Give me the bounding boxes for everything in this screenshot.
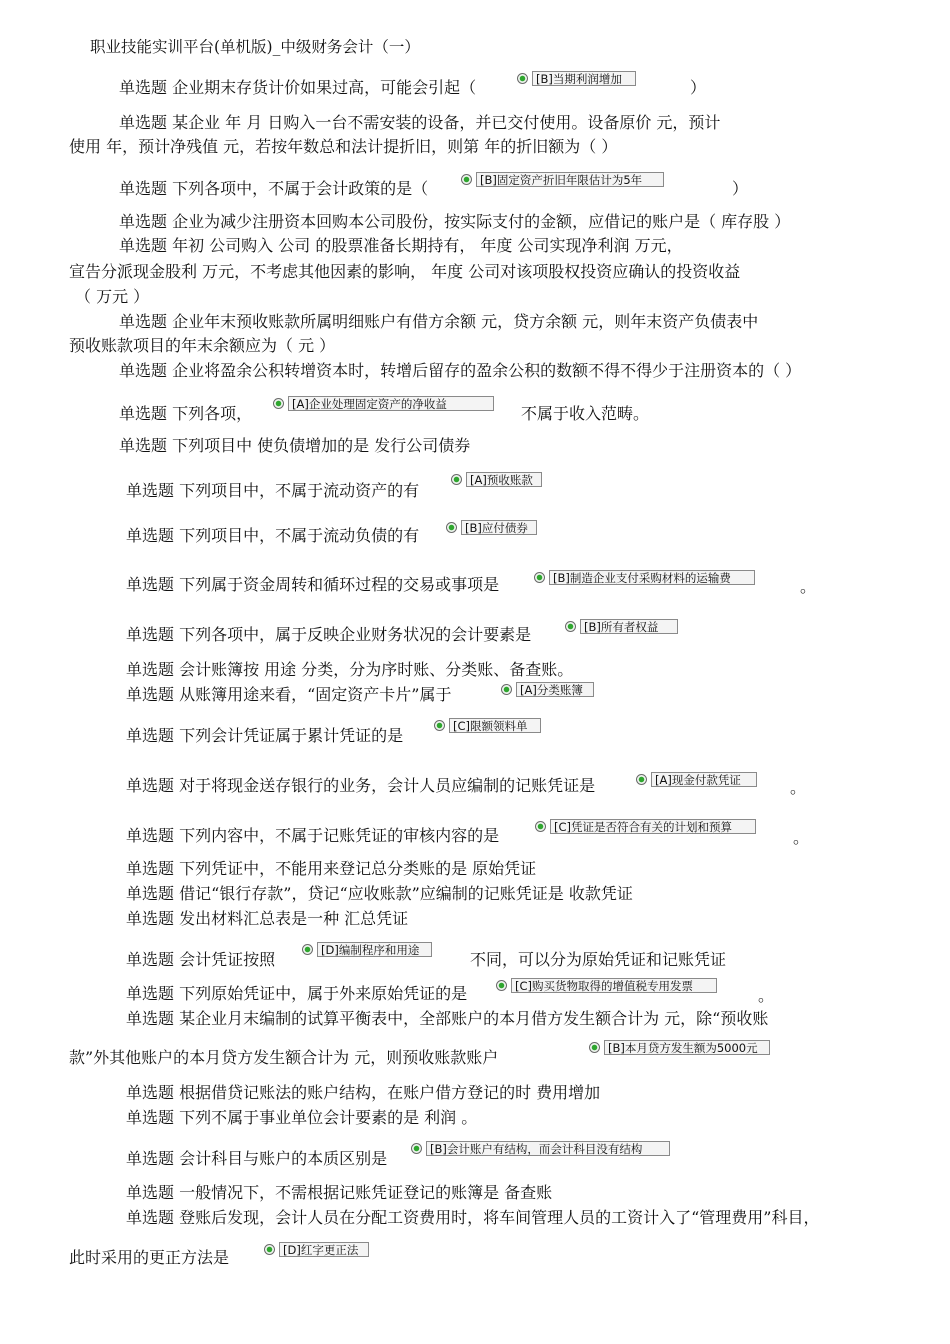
question-tail: 不同，可以分为原始凭证和记账凭证 bbox=[470, 950, 727, 969]
radio-selected-icon[interactable] bbox=[264, 1244, 275, 1255]
answer-label: [D]编制程序和用途 bbox=[317, 942, 432, 957]
question-text: 单选题 下列项目中，不属于流动资产的有 bbox=[126, 481, 420, 500]
answer-option[interactable] bbox=[517, 70, 636, 87]
answer-option[interactable] bbox=[565, 618, 678, 635]
question-text: 单选题 下列各项， bbox=[119, 404, 253, 423]
question-text: 单选题 某企业月末编制的试算平衡表中，全部账户的本月借方发生额合计为 元，除“预收账 bbox=[126, 1009, 769, 1028]
answer-option[interactable] bbox=[636, 771, 757, 788]
radio-selected-icon[interactable] bbox=[534, 572, 545, 583]
answer-label: [B]制造企业支付采购材料的运输费 bbox=[549, 570, 755, 585]
answer-option[interactable] bbox=[264, 1241, 369, 1258]
answer-label: [A]现金付款凭证 bbox=[651, 772, 757, 787]
question-text-cont: 宣告分派现金股利 万元，不考虑其他因素的影响， 年度 公司对该项股权投资应确认的投资收益 bbox=[69, 262, 741, 281]
question-text-cont: 款”外其他账户的本月贷方发生额合计为 元，则预收账款账户 bbox=[69, 1048, 499, 1067]
question-text: 单选题 会计账簿按 用途 分类，分为序时账、分类账、备查账。 bbox=[126, 660, 574, 679]
radio-selected-icon[interactable] bbox=[411, 1143, 422, 1154]
answer-option[interactable] bbox=[302, 941, 432, 958]
question-tail: 。 bbox=[793, 828, 810, 847]
answer-option[interactable] bbox=[535, 818, 756, 835]
question-text-cont: （ 万元 ） bbox=[75, 287, 150, 306]
radio-selected-icon[interactable] bbox=[501, 684, 512, 695]
answer-option[interactable] bbox=[411, 1140, 670, 1157]
question-tail: 。 bbox=[758, 986, 775, 1005]
radio-selected-icon[interactable] bbox=[434, 720, 445, 731]
question-text-cont: 预收账款项目的年末余额应为（ 元 ） bbox=[69, 336, 336, 355]
question-text: 单选题 企业年末预收账款所属明细账户有借方余额 元，贷方余额 元，则年末资产负债表中 bbox=[119, 312, 759, 331]
answer-option[interactable] bbox=[461, 171, 664, 188]
answer-label: [B]会计账户有结构，而会计科目没有结构 bbox=[426, 1141, 670, 1156]
question-text: 单选题 企业将盈余公积转增资本时，转增后留存的盈余公积的数额不得不得少于注册资本的（ ） bbox=[119, 361, 802, 380]
question-text: 单选题 年初 公司购入 公司 的股票准备长期持有， 年度 公司实现净利润 万元， bbox=[119, 236, 683, 255]
question-text: 单选题 借记“银行存款”，贷记“应收账款”应编制的记账凭证是 收款凭证 bbox=[126, 884, 633, 903]
question-text: 单选题 下列各项中，属于反映企业财务状况的会计要素是 bbox=[126, 625, 532, 644]
question-text: 单选题 企业期末存货计价如果过高，可能会引起（ bbox=[119, 78, 477, 97]
radio-selected-icon[interactable] bbox=[302, 944, 313, 955]
question-text: 单选题 下列项目中 使负债增加的是 发行公司债券 bbox=[119, 436, 471, 455]
question-text: 单选题 一般情况下，不需根据记账凭证登记的账簿是 备查账 bbox=[126, 1183, 553, 1202]
radio-selected-icon[interactable] bbox=[565, 621, 576, 632]
answer-label: [A]预收账款 bbox=[466, 472, 542, 487]
radio-selected-icon[interactable] bbox=[496, 980, 507, 991]
radio-selected-icon[interactable] bbox=[517, 73, 528, 84]
question-tail: 不属于收入范畴。 bbox=[521, 404, 650, 423]
answer-label: [C]购买货物取得的增值税专用发票 bbox=[511, 978, 717, 993]
radio-selected-icon[interactable] bbox=[636, 774, 647, 785]
radio-selected-icon[interactable] bbox=[461, 174, 472, 185]
question-text: 单选题 企业为减少注册资本回购本公司股份，按实际支付的金额，应借记的账户是（ 库存股 ） bbox=[119, 212, 791, 231]
answer-option[interactable] bbox=[434, 717, 541, 734]
page-title: 职业技能实训平台(单机版)_中级财务会计（一） bbox=[90, 38, 420, 56]
answer-option[interactable] bbox=[501, 681, 594, 698]
question-tail: ） bbox=[690, 78, 707, 97]
question-text: 单选题 下列项目中，不属于流动负债的有 bbox=[126, 526, 420, 545]
answer-label: [B]所有者权益 bbox=[580, 619, 678, 634]
answer-label: [B]固定资产折旧年限估计为5年 bbox=[476, 172, 664, 187]
answer-label: [A]企业处理固定资产的净收益 bbox=[288, 396, 494, 411]
question-text: 单选题 下列属于资金周转和循环过程的交易或事项是 bbox=[126, 575, 500, 594]
question-text-cont: 此时采用的更正方法是 bbox=[69, 1248, 230, 1267]
question-text: 单选题 发出材料汇总表是一种 汇总凭证 bbox=[126, 909, 409, 928]
question-text: 单选题 下列会计凭证属于累计凭证的是 bbox=[126, 726, 404, 745]
question-text: 单选题 某企业 年 月 日购入一台不需安装的设备，并已交付使用。设备原价 元，预计 bbox=[119, 113, 721, 132]
question-text: 单选题 会计科目与账户的本质区别是 bbox=[126, 1149, 388, 1168]
question-tail: 。 bbox=[800, 577, 817, 596]
question-text: 单选题 根据借贷记账法的账户结构，在账户借方登记的时 费用增加 bbox=[126, 1083, 601, 1102]
answer-label: [B]应付债券 bbox=[461, 520, 537, 535]
answer-option[interactable] bbox=[446, 519, 537, 536]
radio-selected-icon[interactable] bbox=[535, 821, 546, 832]
answer-option[interactable] bbox=[496, 977, 717, 994]
answer-option[interactable] bbox=[534, 569, 755, 586]
question-text: 单选题 下列内容中，不属于记账凭证的审核内容的是 bbox=[126, 826, 500, 845]
question-tail: ） bbox=[732, 179, 749, 198]
question-text: 单选题 下列不属于事业单位会计要素的是 利润 。 bbox=[126, 1108, 478, 1127]
question-text: 单选题 下列凭证中，不能用来登记总分类账的是 原始凭证 bbox=[126, 859, 537, 878]
answer-label: [C]凭证是否符合有关的计划和预算 bbox=[550, 819, 756, 834]
radio-selected-icon[interactable] bbox=[446, 522, 457, 533]
answer-label: [C]限额领料单 bbox=[449, 718, 541, 733]
answer-label: [D]红字更正法 bbox=[279, 1242, 369, 1257]
answer-option[interactable] bbox=[451, 471, 542, 488]
radio-selected-icon[interactable] bbox=[451, 474, 462, 485]
question-text: 单选题 下列原始凭证中，属于外来原始凭证的是 bbox=[126, 984, 468, 1003]
answer-option[interactable] bbox=[273, 395, 494, 412]
answer-label: [B]当期利润增加 bbox=[532, 71, 636, 86]
radio-selected-icon[interactable] bbox=[589, 1042, 600, 1053]
answer-label: [A]分类账簿 bbox=[516, 682, 594, 697]
question-tail: 。 bbox=[790, 778, 807, 797]
question-text: 单选题 下列各项中，不属于会计政策的是（ bbox=[119, 179, 429, 198]
question-text: 单选题 对于将现金送存银行的业务，会计人员应编制的记账凭证是 bbox=[126, 776, 596, 795]
question-text-cont: 使用 年，预计净残值 元，若按年数总和法计提折旧，则第 年的折旧额为（ ） bbox=[69, 137, 618, 156]
radio-selected-icon[interactable] bbox=[273, 398, 284, 409]
question-text: 单选题 从账簿用途来看，“固定资产卡片”属于 bbox=[126, 685, 452, 704]
answer-label: [B]本月贷方发生额为5000元 bbox=[604, 1040, 770, 1055]
question-text: 单选题 会计凭证按照 bbox=[126, 950, 276, 969]
answer-option[interactable] bbox=[589, 1039, 770, 1056]
question-text: 单选题 登账后发现，会计人员在分配工资费用时，将车间管理人员的工资计入了“管理费用”科目， bbox=[126, 1208, 820, 1227]
